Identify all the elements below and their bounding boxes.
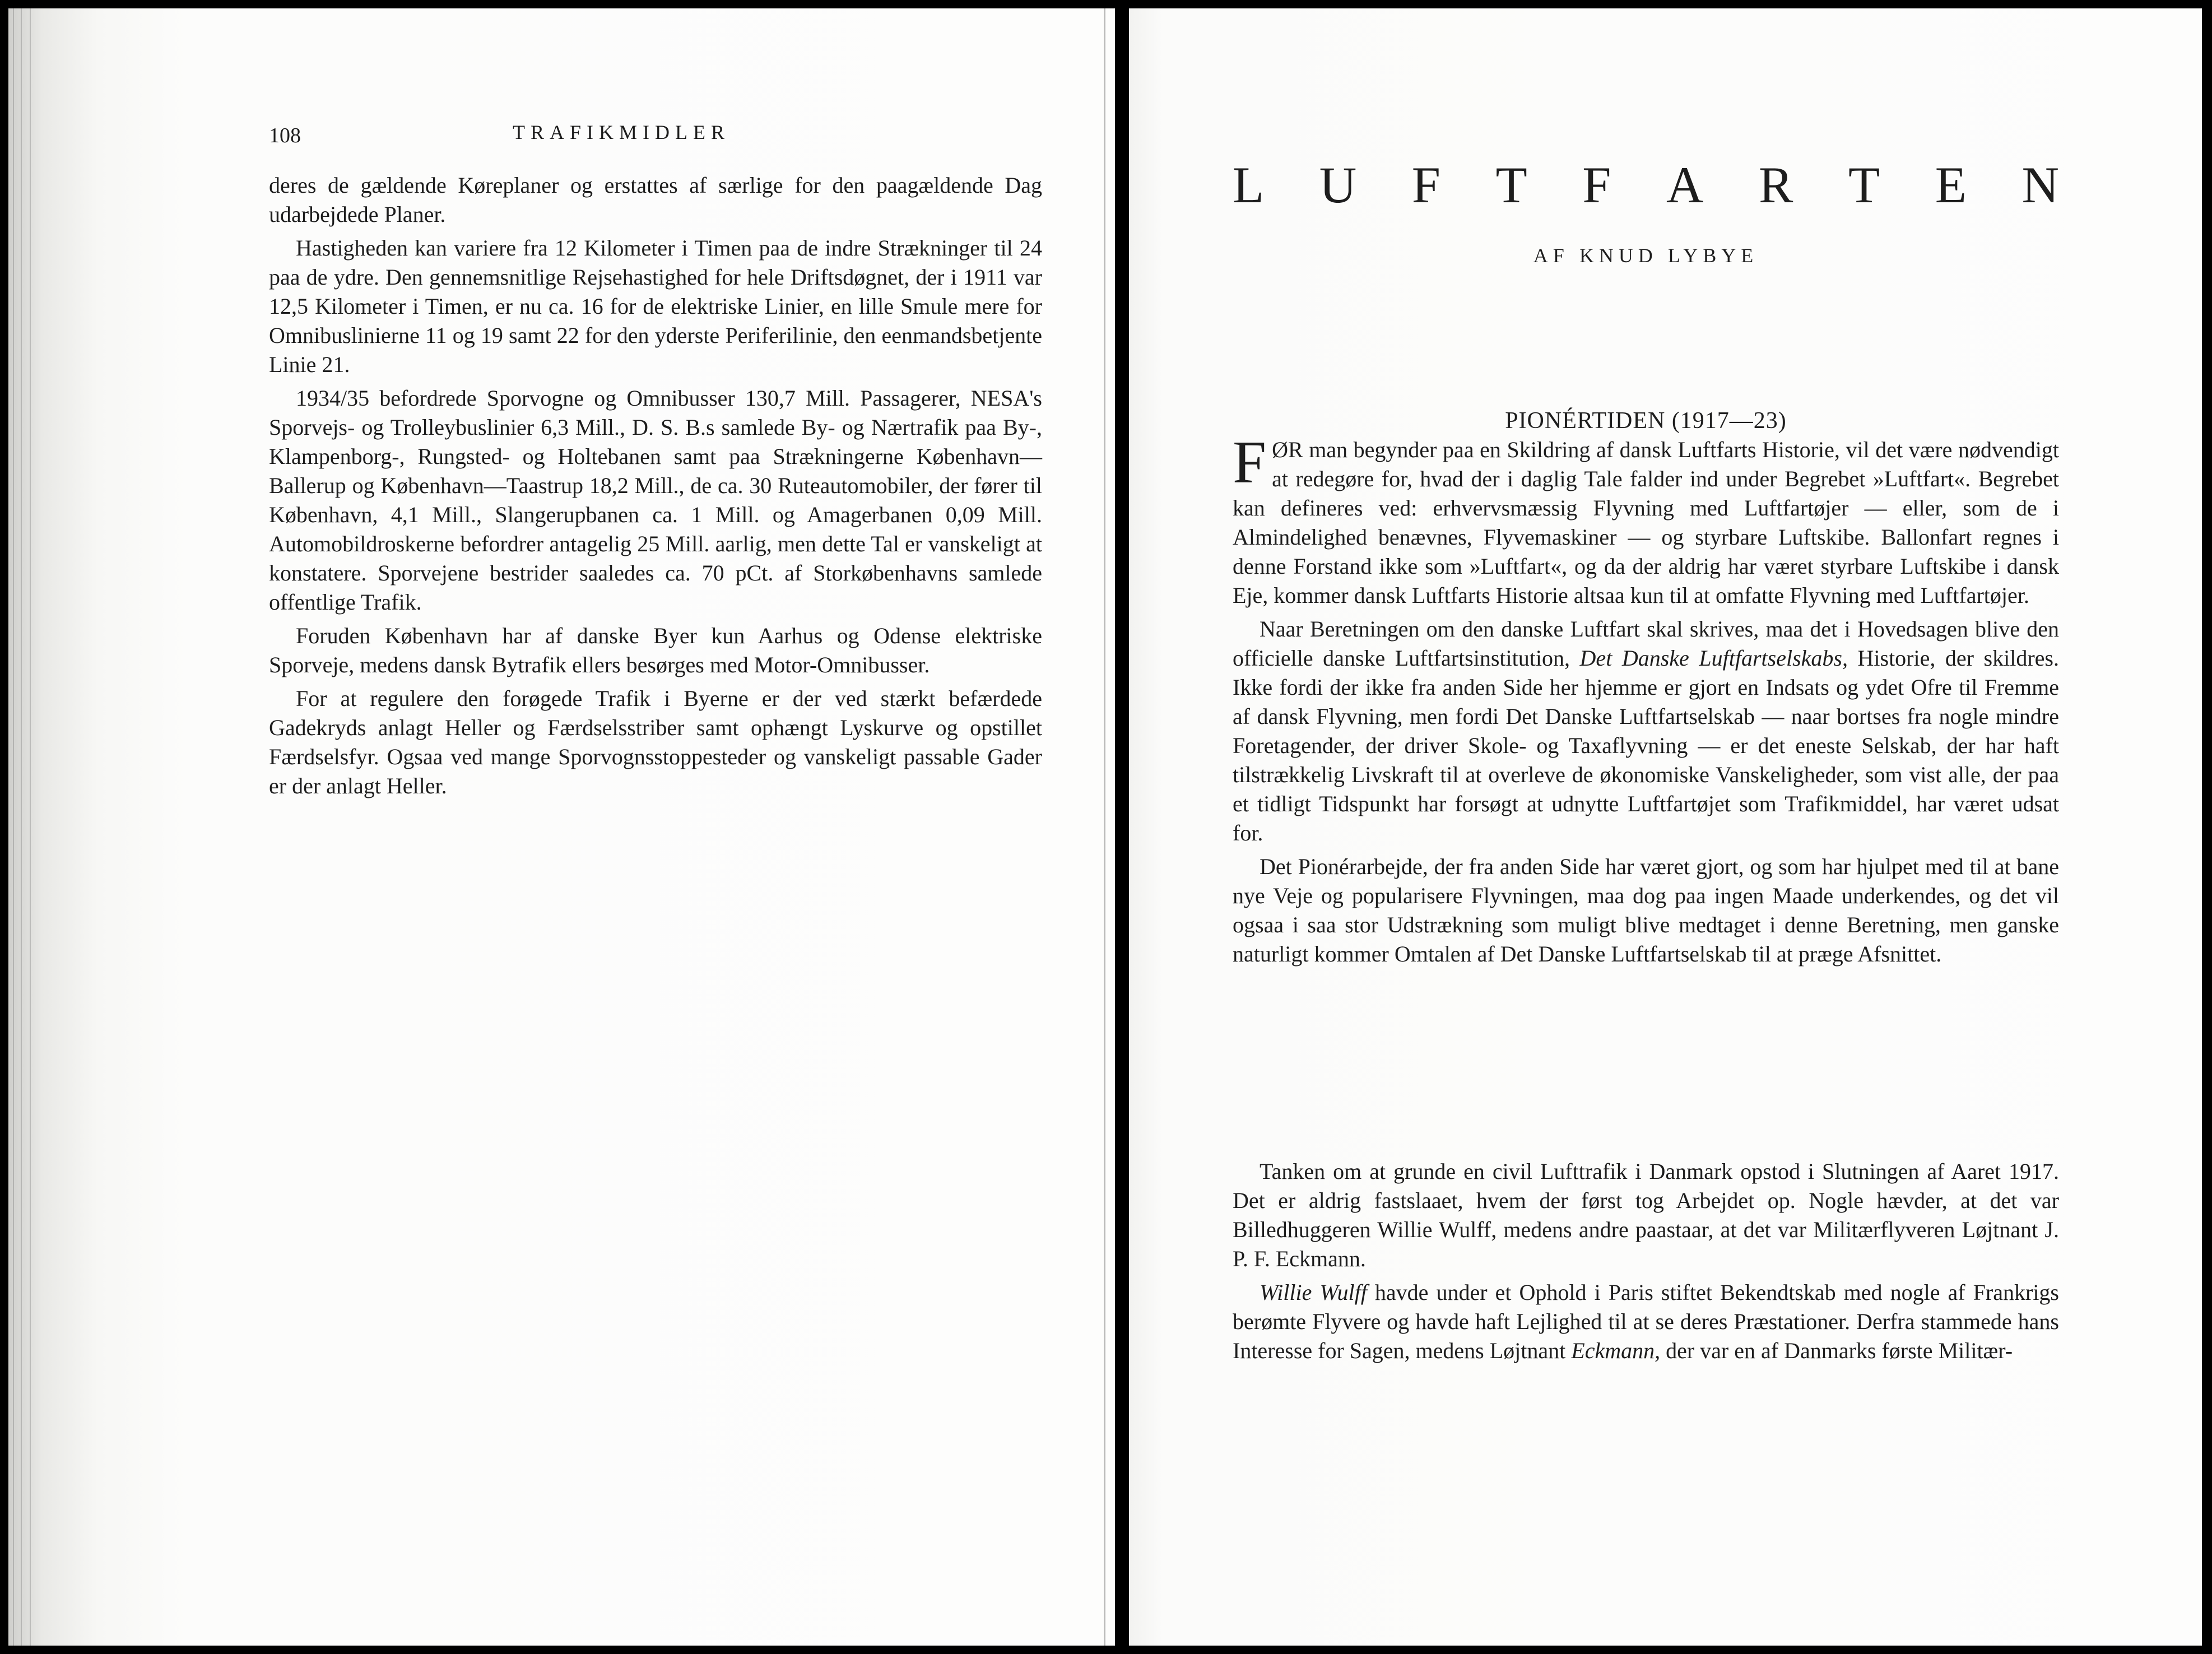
chapter-title xyxy=(1233,154,2059,216)
paragraph-text: der var en af Danmarks første Militær- xyxy=(1660,1338,2013,1363)
chapter-title-letter: T xyxy=(1495,156,1527,213)
section-heading: PIONÉRTIDEN (1917—23) xyxy=(1505,408,1787,434)
chapter-title-letter: L xyxy=(1233,156,1265,213)
paragraph: 1934/35 befordrede Sporvogne og Omnibusser 130,7 Mill. Passagerer, NESA's Sporvejs- og Trolleybuslinier 6,3 Mill., D. S. B.s samlede By- og Nærtrafik paa By-, Klampenborg-, Rungsted- og Holtebanen samt paa Strækningerne København—Ballerup og København—Taastrup 18,2 Mill., de ca. 30 Ruteautomobiler, der fører til København, 4,1 Mill., Slangerupbanen ca. 1 Mill. og Amagerbanen 0,09 Mill. Automobildroskerne befordrer antagelig 25 Mill. aarlig, men dette Tal er vanskeligt at konstatere. Sporvejene bestrider saaledes ca. 70 pCt. af Storkøbenhavns samlede offentlige Trafik. xyxy=(269,385,1042,615)
chapter-title-letter: A xyxy=(1666,156,1704,213)
paragraph: Det Pionérarbejde, der fra anden Side har været gjort, og som har hjulpet med til at bane nye Veje og popularisere Flyvningen, maa dog paa ingen Maade underkendes, og det vil ogsaa i saa stor Udstrækning som muligt blive medtaget i denne Beretning, men ganske naturligt kommer Omtalen af Det Danske Luftfartselskab til at præge Afsnittet. xyxy=(1233,854,2059,967)
chapter-title-letter: U xyxy=(1319,156,1357,213)
paragraph: Tanken om at grunde en civil Lufttrafik i Danmark opstod i Slutningen af Aaret 1917. Det er aldrig fastslaaet, hvem der først tog Arbejdet op. Nogle hævder, at det var Billedhuggeren Willie Wulff, medens andre paastaar, at det var Militærflyveren Løjtnant J. P. F. Eckmann. xyxy=(1233,1159,2059,1271)
chapter-title-letter: F xyxy=(1582,156,1611,213)
left-page xyxy=(8,8,1115,1646)
chapter-title-letter: F xyxy=(1411,156,1440,213)
paragraph: Hastigheden kan variere fra 12 Kilometer i Timen paa de indre Strækninger til 24 paa de ydre. Den gennemsnitlige Rejsehastighed for hele Driftsdøgnet, der i 1911 var 12,5 Kilometer i Timen, er nu ca. 16 for de elektriske Linier, en lille Smule mere for Omnibuslinierne 11 og 19 samt 22 for den yderste Periferilinie, den eenmandsbetjente Linie 21. xyxy=(269,235,1042,377)
author-line: AF KNUD LYBYE xyxy=(1533,244,1759,267)
running-title: TRAFIKMIDLER xyxy=(513,121,730,143)
paragraph: Foruden København har af danske Byer kun Aarhus og Odense elektriske Sporveje, medens dansk Bytrafik ellers besørges med Motor-Omnibusser. xyxy=(269,623,1042,677)
drop-cap: F xyxy=(1233,429,1267,496)
page-edge-line xyxy=(13,8,14,1646)
gutter-line xyxy=(1104,8,1105,1646)
right-body-text xyxy=(1233,429,2059,973)
paragraph xyxy=(1233,429,2059,610)
chapter-title-letter: E xyxy=(1935,156,1967,213)
paragraph-text: Historie, der skildres. Ikke fordi der ikke fra anden Side her hjemme er gjort en Indsats og ydet Ofre til Fremme af dansk Flyvning, men fordi Det Danske Luftfartselskab — naar bortses fra nogle mindre Foretagender, der driver Skole- og Taxaflyvning — er det eneste Selskab, der har haft tilstrækkelig Livskraft til at overleve de økonomiske Vanskeligheder, som vist alle, der paa et tidligt Tidspunkt har forsøgt at udnytte Luftfartøjet som Trafikmiddel, har været udsat for. xyxy=(1233,645,2059,845)
chapter-title-letter: T xyxy=(1848,156,1880,213)
chapter-title-letter: N xyxy=(2022,156,2059,213)
page-number: 108 xyxy=(269,124,301,147)
right-page xyxy=(1129,8,2202,1646)
italic-text: Eckmann, xyxy=(1571,1338,1661,1363)
page-edge-line xyxy=(21,8,22,1646)
chapter-title-letter: R xyxy=(1759,156,1793,213)
paragraph xyxy=(1233,615,2059,848)
paragraph-text: ØR man begynder paa en Skildring af dansk Luftfarts Historie, vil det være nødvendigt at redegøre for, hvad der i daglig Tale falder ind under Begrebet »Luftfart«. Begrebet kan defineres ved: erhvervsmæssig Flyvning med Luftfartøjer — eller, som de i Almindelighed benævnes, Flyvemaskiner — og styrbare Luftskibe. Ballonfart regnes i denne Forstand ikke som »Luftfart«, og da der aldrig har været styrbare Luftskibe i dansk Eje, kommer dansk Luftfarts Historie altsaa kun til at omfatte Flyvning med Luftfartøjer. xyxy=(1233,437,2059,608)
right-body-text-2 xyxy=(1233,1157,2059,1370)
paragraph: For at regulere den forøgede Trafik i Byerne er der ved stærkt befærdede Gadekryds anlagt Heller og Færdselsstriber samt ophængt Lyskurve og opstillet Færdselsfyr. Ogsaa ved mange Sporvognsstoppesteder og vanskeligt passable Gader er der anlagt Heller. xyxy=(269,686,1042,798)
paragraph-text: Naar Beretningen om den danske Luftfart skal skrives, maa det i Hovedsagen blive den officielle danske Luftfartsinstitution, xyxy=(1233,616,2059,671)
page-edge-line xyxy=(30,8,31,1646)
paragraph xyxy=(1233,1278,2059,1365)
paragraph-text: havde under et Ophold i Paris stiftet Bekendtskab med nogle af Frankrigs berømte Flyvere og havde haft Lejlighed til at se deres Præstationer. Derfra stammede hans Interesse for Sagen, medens Løjtnant xyxy=(1233,1280,2059,1363)
left-body-text xyxy=(269,171,1042,805)
italic-text: Det Danske Luftfartselskabs, xyxy=(1579,645,1848,671)
paragraph: deres de gældende Køreplaner og erstattes af særlige for den paagældende Dag udarbejdede Planer. xyxy=(269,173,1042,227)
italic-text: Willie Wulff xyxy=(1260,1280,1367,1305)
